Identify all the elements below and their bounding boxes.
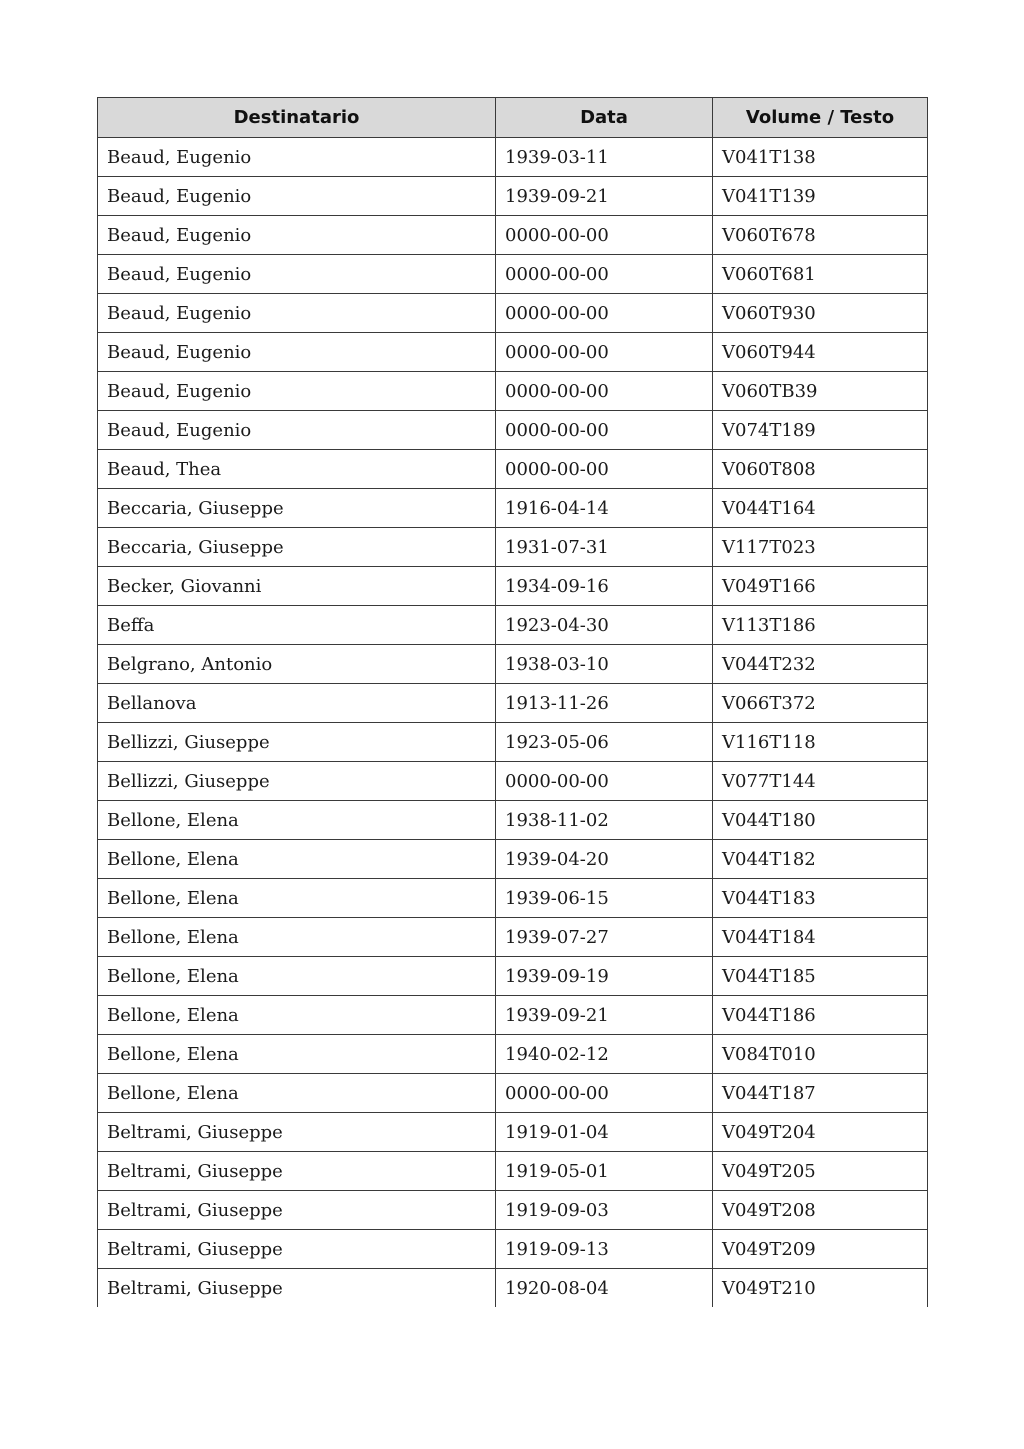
recipient-cell: Bellizzi, Giuseppe: [98, 762, 496, 801]
volume-text-cell: V044T164: [713, 489, 928, 528]
recipient-cell: Beccaria, Giuseppe: [98, 489, 496, 528]
table-row: [98, 606, 928, 645]
recipient-cell: Bellone, Elena: [98, 957, 496, 996]
date-cell: 0000-00-00: [496, 294, 713, 333]
volume-text-cell: V074T189: [713, 411, 928, 450]
table-row: [98, 918, 928, 957]
recipient-cell: Beltrami, Giuseppe: [98, 1152, 496, 1191]
recipient-cell: Bellone, Elena: [98, 801, 496, 840]
table-row: [98, 801, 928, 840]
recipient-cell: Beaud, Eugenio: [98, 411, 496, 450]
volume-text-cell: V049T204: [713, 1113, 928, 1152]
recipient-cell: Bellizzi, Giuseppe: [98, 723, 496, 762]
table-row: [98, 372, 928, 411]
table-row: [98, 1035, 928, 1074]
table-body: [98, 138, 928, 1308]
date-cell: 1934-09-16: [496, 567, 713, 606]
volume-text-cell: V044T184: [713, 918, 928, 957]
date-cell: 1919-05-01: [496, 1152, 713, 1191]
volume-text-cell: V113T186: [713, 606, 928, 645]
volume-text-cell: V044T187: [713, 1074, 928, 1113]
date-cell: 1939-09-19: [496, 957, 713, 996]
recipient-cell: Bellone, Elena: [98, 918, 496, 957]
date-cell: 1916-04-14: [496, 489, 713, 528]
date-cell: 1939-03-11: [496, 138, 713, 177]
recipient-cell: Beltrami, Giuseppe: [98, 1113, 496, 1152]
table-row: [98, 489, 928, 528]
date-cell: 0000-00-00: [496, 372, 713, 411]
volume-text-cell: V044T182: [713, 840, 928, 879]
table-row: [98, 216, 928, 255]
recipient-cell: Beaud, Thea: [98, 450, 496, 489]
volume-text-cell: V049T166: [713, 567, 928, 606]
volume-text-cell: V060T678: [713, 216, 928, 255]
column-header-recipient: Destinatario: [98, 98, 496, 138]
table-row: [98, 1269, 928, 1308]
table-header-row: [98, 98, 928, 138]
date-cell: 1939-06-15: [496, 879, 713, 918]
date-cell: 0000-00-00: [496, 1074, 713, 1113]
recipient-cell: Beltrami, Giuseppe: [98, 1230, 496, 1269]
recipient-cell: Beaud, Eugenio: [98, 294, 496, 333]
volume-text-cell: V060T808: [713, 450, 928, 489]
recipient-cell: Bellone, Elena: [98, 879, 496, 918]
date-cell: 0000-00-00: [496, 762, 713, 801]
date-cell: 1931-07-31: [496, 528, 713, 567]
date-cell: 1939-09-21: [496, 996, 713, 1035]
volume-text-cell: V049T210: [713, 1269, 928, 1308]
recipient-cell: Beaud, Eugenio: [98, 177, 496, 216]
table-row: [98, 1230, 928, 1269]
recipient-cell: Beltrami, Giuseppe: [98, 1269, 496, 1308]
volume-text-cell: V041T138: [713, 138, 928, 177]
recipient-cell: Bellone, Elena: [98, 996, 496, 1035]
volume-text-cell: V060T944: [713, 333, 928, 372]
table-row: [98, 411, 928, 450]
date-cell: 1919-09-13: [496, 1230, 713, 1269]
table-row: [98, 684, 928, 723]
volume-text-cell: V041T139: [713, 177, 928, 216]
table-row: [98, 1074, 928, 1113]
table-row: [98, 1152, 928, 1191]
recipient-cell: Beccaria, Giuseppe: [98, 528, 496, 567]
table-row: [98, 879, 928, 918]
volume-text-cell: V049T205: [713, 1152, 928, 1191]
table-row: [98, 840, 928, 879]
recipient-cell: Bellone, Elena: [98, 1074, 496, 1113]
recipient-cell: Beffa: [98, 606, 496, 645]
recipient-cell: Beaud, Eugenio: [98, 333, 496, 372]
volume-text-cell: V116T118: [713, 723, 928, 762]
column-header-volume-text: Volume / Testo: [713, 98, 928, 138]
volume-text-cell: V084T010: [713, 1035, 928, 1074]
date-cell: 1940-02-12: [496, 1035, 713, 1074]
date-cell: 0000-00-00: [496, 216, 713, 255]
date-cell: 1919-01-04: [496, 1113, 713, 1152]
volume-text-cell: V077T144: [713, 762, 928, 801]
date-cell: 0000-00-00: [496, 450, 713, 489]
date-cell: 1923-05-06: [496, 723, 713, 762]
table-row: [98, 138, 928, 177]
table-row: [98, 957, 928, 996]
recipient-cell: Bellone, Elena: [98, 1035, 496, 1074]
table-row: [98, 567, 928, 606]
correspondence-table: [97, 97, 928, 1307]
table-row: [98, 1191, 928, 1230]
table-row: [98, 528, 928, 567]
date-cell: 0000-00-00: [496, 333, 713, 372]
table-row: [98, 294, 928, 333]
table-row: [98, 645, 928, 684]
date-cell: 1938-11-02: [496, 801, 713, 840]
date-cell: 1939-04-20: [496, 840, 713, 879]
date-cell: 1920-08-04: [496, 1269, 713, 1308]
recipient-cell: Becker, Giovanni: [98, 567, 496, 606]
table-row: [98, 1113, 928, 1152]
date-cell: 0000-00-00: [496, 411, 713, 450]
date-cell: 1913-11-26: [496, 684, 713, 723]
volume-text-cell: V117T023: [713, 528, 928, 567]
table-row: [98, 255, 928, 294]
date-cell: 1919-09-03: [496, 1191, 713, 1230]
volume-text-cell: V049T209: [713, 1230, 928, 1269]
volume-text-cell: V044T186: [713, 996, 928, 1035]
recipient-cell: Belgrano, Antonio: [98, 645, 496, 684]
volume-text-cell: V044T232: [713, 645, 928, 684]
volume-text-cell: V044T185: [713, 957, 928, 996]
recipient-cell: Beaud, Eugenio: [98, 372, 496, 411]
table-row: [98, 177, 928, 216]
volume-text-cell: V066T372: [713, 684, 928, 723]
date-cell: 1939-09-21: [496, 177, 713, 216]
table-row: [98, 450, 928, 489]
date-cell: 0000-00-00: [496, 255, 713, 294]
volume-text-cell: V060T681: [713, 255, 928, 294]
volume-text-cell: V060T930: [713, 294, 928, 333]
volume-text-cell: V060TB39: [713, 372, 928, 411]
date-cell: 1939-07-27: [496, 918, 713, 957]
table-row: [98, 996, 928, 1035]
recipient-cell: Beaud, Eugenio: [98, 216, 496, 255]
table-row: [98, 333, 928, 372]
volume-text-cell: V049T208: [713, 1191, 928, 1230]
recipient-cell: Beltrami, Giuseppe: [98, 1191, 496, 1230]
recipient-cell: Bellanova: [98, 684, 496, 723]
table-row: [98, 723, 928, 762]
recipient-cell: Beaud, Eugenio: [98, 255, 496, 294]
date-cell: 1923-04-30: [496, 606, 713, 645]
recipient-cell: Beaud, Eugenio: [98, 138, 496, 177]
recipient-cell: Bellone, Elena: [98, 840, 496, 879]
date-cell: 1938-03-10: [496, 645, 713, 684]
volume-text-cell: V044T180: [713, 801, 928, 840]
column-header-date: Data: [496, 98, 713, 138]
table-row: [98, 762, 928, 801]
volume-text-cell: V044T183: [713, 879, 928, 918]
